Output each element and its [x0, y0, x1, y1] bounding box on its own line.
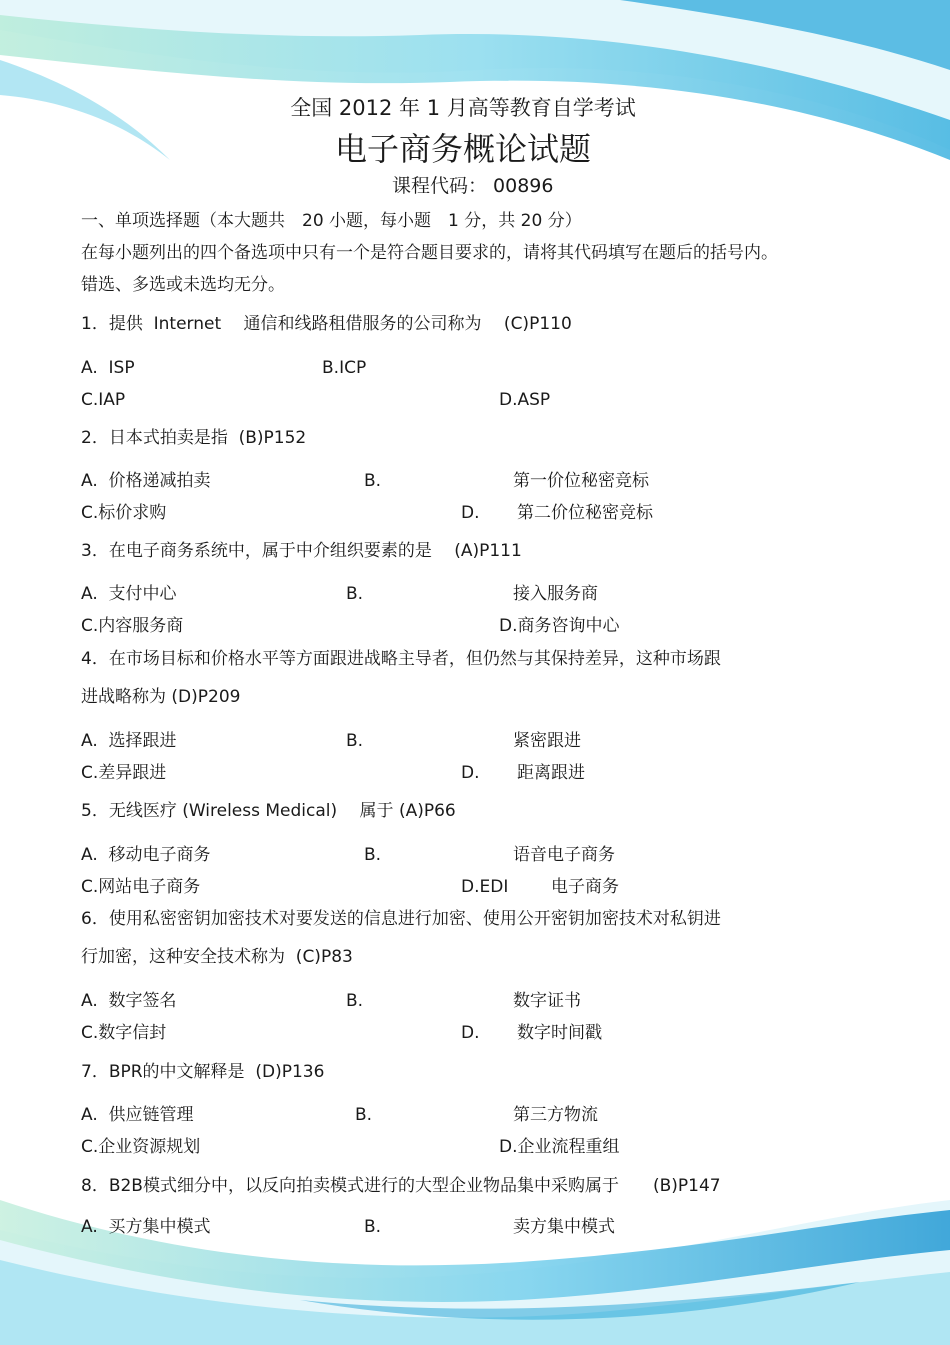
option-b: B. — [355, 1105, 373, 1125]
option-b-text: 卖方集中模式 — [513, 1217, 615, 1237]
question-stem: 7．BPR的中文解释是 (D)P136 — [81, 1062, 325, 1082]
option-b: B. — [364, 845, 382, 865]
option-a: A. 选择跟进 — [81, 731, 177, 751]
question-stem: 5．无线医疗 (Wireless Medical) 属于 (A)P66 — [81, 801, 456, 821]
option-a: A. 买方集中模式 — [81, 1217, 211, 1237]
option-a: A. 移动电子商务 — [81, 845, 211, 865]
option-d: D. — [461, 1023, 480, 1043]
option-d-text: 数字时间戳 — [517, 1023, 602, 1043]
option-c: C.企业资源规划 — [81, 1137, 201, 1157]
option-d: D.ASP — [499, 390, 551, 410]
option-b-text: 语音电子商务 — [513, 845, 615, 865]
option-b: B. — [346, 584, 364, 604]
option-d-text: 电子商务 — [551, 877, 619, 897]
option-c: C.数字信封 — [81, 1023, 167, 1043]
option-b-text: 第一价位秘密竞标 — [513, 471, 649, 491]
option-d-text: 第二价位秘密竞标 — [517, 503, 653, 523]
option-a: A. 支付中心 — [81, 584, 177, 604]
question-stem: 3．在电子商务系统中，属于中介组织要素的是 (A)P111 — [81, 541, 522, 561]
question-stem: 4．在市场目标和价格水平等方面跟进战略主导者，但仍然与其保持差异，这种市场跟 — [81, 649, 721, 669]
question-stem: 2．日本式拍卖是指 (B)P152 — [81, 428, 307, 448]
option-d: D.企业流程重组 — [499, 1137, 620, 1157]
question-stem-cont: 行加密，这种安全技术称为 (C)P83 — [81, 947, 353, 967]
option-d: D.EDI — [461, 877, 509, 897]
option-c: C.内容服务商 — [81, 616, 184, 636]
page-title: 电子商务概论试题 — [334, 130, 591, 168]
option-b: B. — [346, 731, 364, 751]
question-stem: 1．提供 Internet 通信和线路租借服务的公司称为 (C)P110 — [81, 314, 572, 334]
option-b-text: 接入服务商 — [513, 584, 598, 604]
option-b-text: 数字证书 — [513, 991, 581, 1011]
instruction-line-2: 错选、多选或未选均无分。 — [81, 275, 285, 295]
option-d: D.商务咨询中心 — [499, 616, 620, 636]
option-b-text: 第三方物流 — [513, 1105, 598, 1125]
option-a: A. ISP — [81, 358, 135, 378]
exam-line: 全国 2012 年 1 月高等教育自学考试 — [290, 96, 636, 120]
question-stem: 6．使用私密密钥加密技术对要发送的信息进行加密、使用公开密钥加密技术对私钥进 — [81, 909, 721, 929]
option-d: D. — [461, 763, 480, 783]
option-c: C.网站电子商务 — [81, 877, 201, 897]
option-d: D. — [461, 503, 480, 523]
option-d-text: 距离跟进 — [517, 763, 585, 783]
question-stem: 8．B2B模式细分中，以反向拍卖模式进行的大型企业物品集中采购属于 (B)P147 — [81, 1176, 721, 1196]
question-stem-cont: 进战略称为 (D)P209 — [81, 687, 241, 707]
option-c: C.IAP — [81, 390, 126, 410]
option-b: B.ICP — [322, 358, 367, 378]
option-b: B. — [364, 1217, 382, 1237]
option-a: A. 价格递减拍卖 — [81, 471, 211, 491]
option-c: C.标价求购 — [81, 503, 167, 523]
option-a: A. 供应链管理 — [81, 1105, 194, 1125]
option-c: C.差异跟进 — [81, 763, 167, 783]
course-code: 课程代码： 00896 — [392, 175, 554, 197]
option-a: A. 数字签名 — [81, 991, 177, 1011]
option-b-text: 紧密跟进 — [513, 731, 581, 751]
option-b: B. — [364, 471, 382, 491]
option-b: B. — [346, 991, 364, 1011]
section-heading: 一、单项选择题（本大题共 20 小题，每小题 1 分，共 20 分） — [81, 211, 582, 231]
instruction-line-1: 在每小题列出的四个备选项中只有一个是符合题目要求的，请将其代码填写在题后的括号内。 — [81, 243, 778, 263]
